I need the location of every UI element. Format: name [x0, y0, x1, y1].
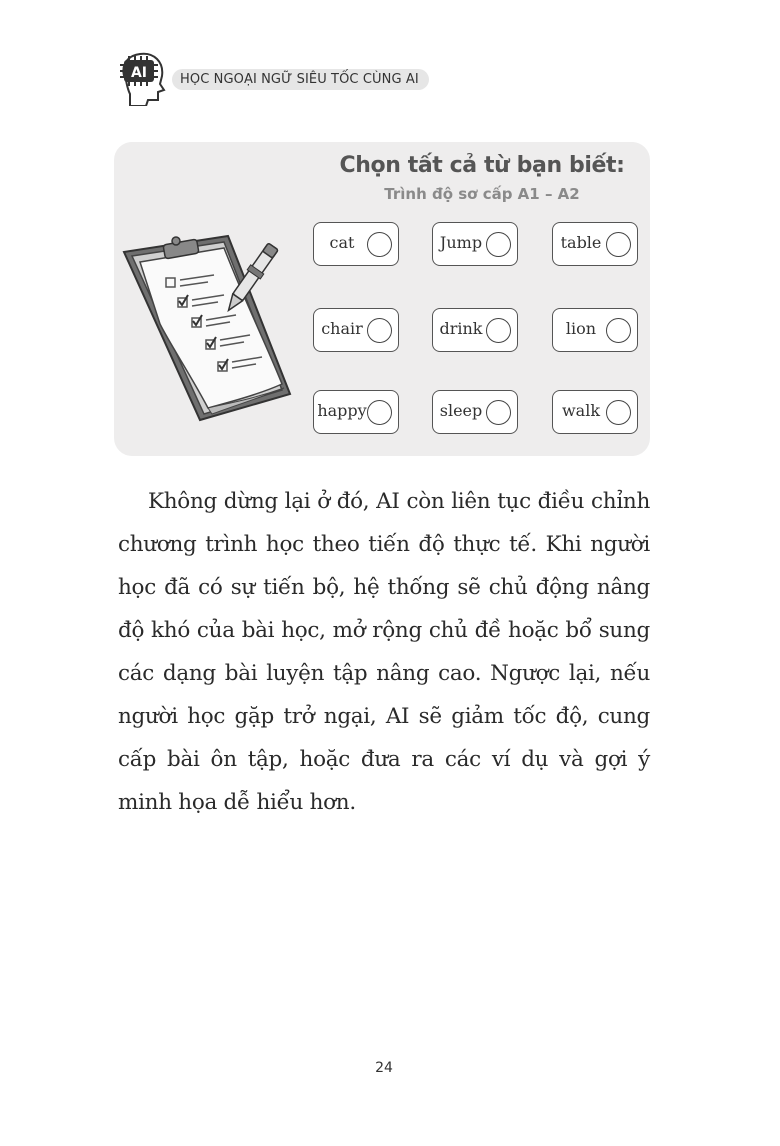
- word-label: sleep: [439, 401, 483, 420]
- word-option-drink[interactable]: [432, 308, 518, 352]
- ai-head-icon: [118, 50, 168, 106]
- ai-icon-text: AI: [130, 65, 148, 81]
- word-option-cat[interactable]: [313, 222, 399, 266]
- word-option-table[interactable]: [552, 222, 638, 266]
- word-label: Jump: [439, 233, 483, 252]
- word-option-happy[interactable]: [313, 390, 399, 434]
- word-option-jump[interactable]: [432, 222, 518, 266]
- word-checkbox[interactable]: [486, 400, 511, 425]
- word-label: lion: [565, 319, 597, 338]
- word-option-chair[interactable]: [313, 308, 399, 352]
- word-checkbox[interactable]: [367, 232, 392, 257]
- word-label: walk: [561, 401, 601, 420]
- word-checkbox[interactable]: [367, 318, 392, 343]
- word-label: drink: [439, 319, 483, 338]
- word-label: cat: [329, 233, 355, 252]
- vocabulary-exercise: [114, 142, 650, 456]
- word-option-lion[interactable]: [552, 308, 638, 352]
- word-label: chair: [321, 319, 363, 338]
- word-checkbox[interactable]: [367, 400, 392, 425]
- word-option-sleep[interactable]: [432, 390, 518, 434]
- exercise-title: Chọn tất cả từ bạn biết:: [339, 153, 625, 178]
- running-title: HỌC NGOẠI NGỮ SIÊU TỐC CÙNG AI: [172, 69, 429, 90]
- word-checkbox[interactable]: [486, 318, 511, 343]
- word-label: table: [560, 233, 602, 252]
- clipboard-checklist-icon: [120, 234, 292, 430]
- page-number: 24: [375, 1060, 393, 1076]
- word-checkbox[interactable]: [486, 232, 511, 257]
- word-checkbox[interactable]: [606, 400, 631, 425]
- body-paragraph: Không dừng lại ở đó, AI còn liên tục điều chỉnh chương trình học theo tiến độ thực tế. Khi người học đã có sự tiến bộ, hệ thống sẽ chủ động nâng độ khó của bài học, mở rộng chủ đề hoặc bổ sung các dạng bài luyện tập nâng cao. Ngược lại, nếu người học gặp trở ngại, AI sẽ giảm tốc độ, cung cấp bài ôn tập, hoặc đưa ra các ví dụ và gợi ý minh họa dễ hiểu hơn.: [118, 489, 650, 815]
- exercise-subtitle: Trình độ sơ cấp A1 – A2: [384, 185, 580, 203]
- word-option-walk[interactable]: [552, 390, 638, 434]
- word-label: happy: [317, 401, 367, 420]
- word-checkbox[interactable]: [606, 318, 631, 343]
- word-checkbox[interactable]: [606, 232, 631, 257]
